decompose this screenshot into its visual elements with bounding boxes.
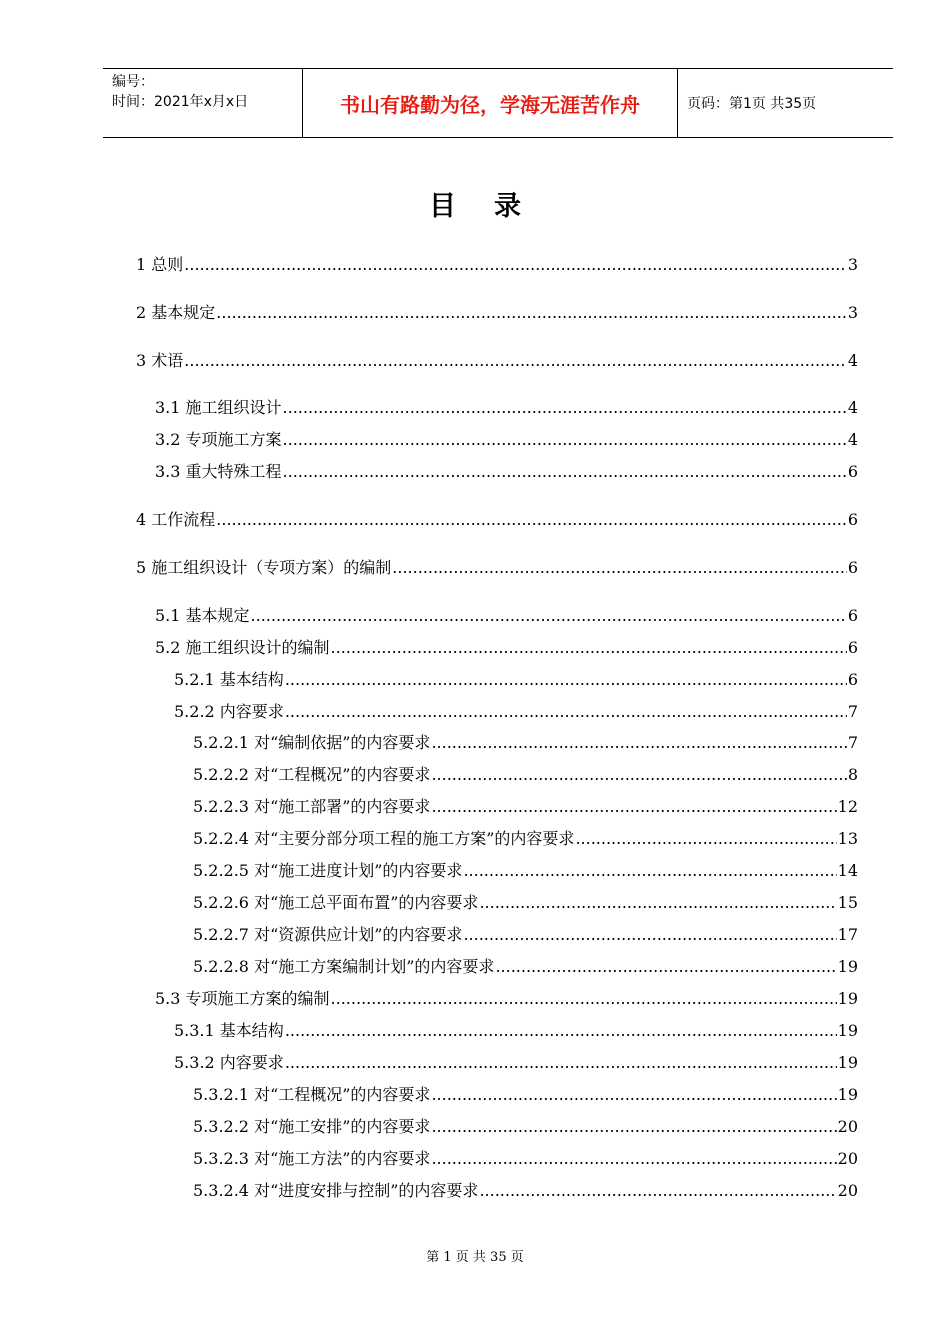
toc-leader — [184, 351, 847, 371]
toc-leader — [331, 989, 837, 1009]
toc-label: 3.3 重大特殊工程 — [155, 462, 282, 481]
toc-label: 5.2.2.6 对“施工总平面布置”的内容要求 — [193, 893, 479, 912]
toc-leader — [431, 797, 836, 817]
toc-leader — [479, 893, 836, 913]
toc-entry[interactable] — [193, 797, 858, 817]
toc-label: 4 工作流程 — [136, 510, 216, 529]
toc-label: 3.2 专项施工方案 — [155, 430, 282, 449]
toc-page: 19 — [837, 1085, 858, 1104]
toc-leader — [431, 765, 846, 785]
toc-leader — [283, 398, 847, 418]
toc-entry[interactable] — [136, 351, 858, 371]
toc-page: 4 — [847, 398, 858, 417]
toc-label: 5.3.2.3 对“施工方法”的内容要求 — [193, 1149, 431, 1168]
toc-label: 5.2 施工组织设计的编制 — [155, 638, 330, 657]
toc-entry[interactable] — [136, 303, 858, 323]
toc-label: 5.2.2 内容要求 — [174, 702, 284, 721]
toc-label: 5.2.2.7 对“资源供应计划”的内容要求 — [193, 925, 463, 944]
toc-entry[interactable] — [155, 430, 858, 450]
toc-label: 5.3 专项施工方案的编制 — [155, 989, 330, 1008]
toc-leader — [251, 606, 847, 626]
toc-leader — [495, 957, 836, 977]
toc-entry[interactable] — [193, 1085, 858, 1105]
toc-page: 4 — [847, 430, 858, 449]
number-label: 编号： — [112, 74, 154, 90]
toc-entry[interactable] — [136, 558, 858, 578]
time-label: 时间：2021年x月x日 — [112, 94, 249, 110]
toc-entry[interactable] — [174, 702, 858, 722]
toc-leader — [283, 462, 847, 482]
toc-label: 5.2.2.3 对“施工部署”的内容要求 — [193, 797, 431, 816]
toc-entry[interactable] — [193, 765, 858, 785]
toc-page: 8 — [847, 765, 858, 784]
toc-page: 13 — [837, 829, 858, 848]
toc-page: 7 — [847, 702, 858, 721]
header-motto: 书山有路勤为径，学海无涯苦作舟 — [303, 69, 678, 137]
toc-entry[interactable] — [155, 989, 858, 1009]
toc-page: 3 — [847, 303, 858, 322]
toc-page: 20 — [837, 1181, 858, 1200]
toc-page: 20 — [837, 1149, 858, 1168]
toc-entry[interactable] — [193, 733, 858, 753]
header-page-info: 页码：第1页 共35页 — [687, 96, 817, 112]
toc-leader — [285, 670, 847, 690]
toc-entry[interactable] — [155, 606, 858, 626]
header-meta — [103, 69, 303, 137]
toc-label: 5.2.2.5 对“施工进度计划”的内容要求 — [193, 861, 463, 880]
toc-leader — [463, 861, 836, 881]
toc-entry[interactable] — [193, 925, 858, 945]
toc-entry[interactable] — [174, 1021, 858, 1041]
toc-label: 5 施工组织设计（专项方案）的编制 — [136, 558, 392, 577]
toc-page: 20 — [837, 1117, 858, 1136]
toc-entry[interactable] — [136, 510, 858, 530]
toc-page: 19 — [837, 989, 858, 1008]
page-footer: 第 1 页 共 35 页 — [426, 1250, 524, 1265]
toc-page: 6 — [847, 558, 858, 577]
toc-label: 5.2.2.2 对“工程概况”的内容要求 — [193, 765, 431, 784]
toc-leader — [392, 558, 847, 578]
toc-page: 6 — [847, 510, 858, 529]
toc-leader — [216, 510, 847, 530]
toc-entry[interactable] — [193, 957, 858, 977]
toc-page: 4 — [847, 351, 858, 370]
toc-page: 7 — [847, 733, 858, 752]
toc-leader — [283, 430, 847, 450]
toc-entry[interactable] — [193, 861, 858, 881]
toc-page: 6 — [847, 462, 858, 481]
toc-leader — [285, 702, 847, 722]
toc-label: 5.2.2.4 对“主要分部分项工程的施工方案”的内容要求 — [193, 829, 575, 848]
toc-leader — [431, 1117, 836, 1137]
toc-entry[interactable] — [193, 1181, 858, 1201]
toc-page: 19 — [837, 957, 858, 976]
toc-label: 5.3.2 内容要求 — [174, 1053, 284, 1072]
toc-leader — [331, 638, 847, 658]
toc-label: 5.2.2.8 对“施工方案编制计划”的内容要求 — [193, 957, 495, 976]
toc-label: 3 术语 — [136, 351, 184, 370]
toc-leader — [431, 1149, 836, 1169]
page-title: 目录 — [429, 191, 559, 222]
toc-leader — [463, 925, 836, 945]
toc-leader — [575, 829, 836, 849]
toc-entry[interactable] — [155, 638, 858, 658]
toc-label: 3.1 施工组织设计 — [155, 398, 282, 417]
toc-label: 5.2.2.1 对“编制依据”的内容要求 — [193, 733, 431, 752]
toc-leader — [479, 1181, 836, 1201]
toc-leader — [285, 1021, 837, 1041]
toc-page: 6 — [847, 670, 858, 689]
toc-page: 19 — [837, 1053, 858, 1072]
toc-page: 15 — [837, 893, 858, 912]
toc-page: 3 — [847, 255, 858, 274]
document-header — [103, 68, 893, 138]
toc-label: 2 基本规定 — [136, 303, 216, 322]
toc-leader — [431, 1085, 836, 1105]
toc-page: 17 — [837, 925, 858, 944]
toc-entry[interactable] — [193, 829, 858, 849]
toc-page: 19 — [837, 1021, 858, 1040]
toc-label: 5.3.2.2 对“施工安排”的内容要求 — [193, 1117, 431, 1136]
toc-label: 5.3.2.4 对“进度安排与控制”的内容要求 — [193, 1181, 479, 1200]
toc-label: 5.3.1 基本结构 — [174, 1021, 284, 1040]
toc-page: 12 — [837, 797, 858, 816]
toc-entry[interactable] — [193, 1117, 858, 1137]
toc-leader — [431, 733, 846, 753]
toc-entry[interactable] — [155, 398, 858, 418]
toc-entry[interactable] — [193, 893, 858, 913]
toc-leader — [285, 1053, 837, 1073]
toc-label: 5.2.1 基本结构 — [174, 670, 284, 689]
toc-leader — [184, 255, 847, 275]
toc-entry[interactable] — [193, 1149, 858, 1169]
toc-entry[interactable] — [155, 462, 858, 482]
toc-label: 1 总则 — [136, 255, 184, 274]
toc-page: 14 — [837, 861, 858, 880]
toc-page: 6 — [847, 606, 858, 625]
toc-entry[interactable] — [174, 1053, 858, 1073]
toc-label: 5.3.2.1 对“工程概况”的内容要求 — [193, 1085, 431, 1104]
toc-page: 6 — [847, 638, 858, 657]
toc-leader — [216, 303, 847, 323]
toc-label: 5.1 基本规定 — [155, 606, 250, 625]
toc-entry[interactable] — [136, 255, 858, 275]
toc-entry[interactable] — [174, 670, 858, 690]
